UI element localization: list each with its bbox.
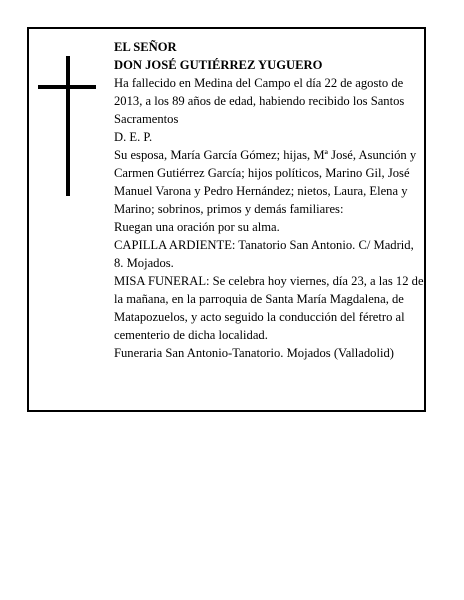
cross-icon-crossbar bbox=[38, 85, 96, 89]
deceased-title: EL SEÑOR bbox=[114, 40, 177, 54]
family-list: Su esposa, María García Gómez; hijas, Mª José, Asunción y Carmen Gutiérrez García; hijos políticos, Marino Gil, José Manuel Varona y Pedro Hernández; nietos, Laura, Elena y Marino; sobrinos, primos y demás familiares: bbox=[114, 148, 417, 216]
wake-location: CAPILLA ARDIENTE: Tanatorio San Antonio. C/ Madrid, 8. Mojados. bbox=[114, 238, 414, 270]
prayer-request: Ruegan una oración por su alma. bbox=[114, 220, 280, 234]
funeral-mass-info: MISA FUNERAL: Se celebra hoy viernes, día 23, a las 12 de la mañana, en la parroquia de Santa María Magdalena, de Matapozuelos, y acto seguido la conducción del féretro al cementerio de dicha localidad. bbox=[114, 274, 424, 342]
cross-icon bbox=[66, 56, 70, 196]
deceased-name: DON JOSÉ GUTIÉRREZ YUGUERO bbox=[114, 58, 323, 72]
funeral-home: Funeraria San Antonio-Tanatorio. Mojados (Valladolid) bbox=[114, 346, 394, 360]
dep-text: D. E. P. bbox=[114, 130, 153, 144]
death-announcement: Ha fallecido en Medina del Campo el día 22 de agosto de 2013, a los 89 años de edad, habiendo recibido los Santos Sacramentos bbox=[114, 76, 405, 126]
notice-text bbox=[114, 38, 424, 362]
